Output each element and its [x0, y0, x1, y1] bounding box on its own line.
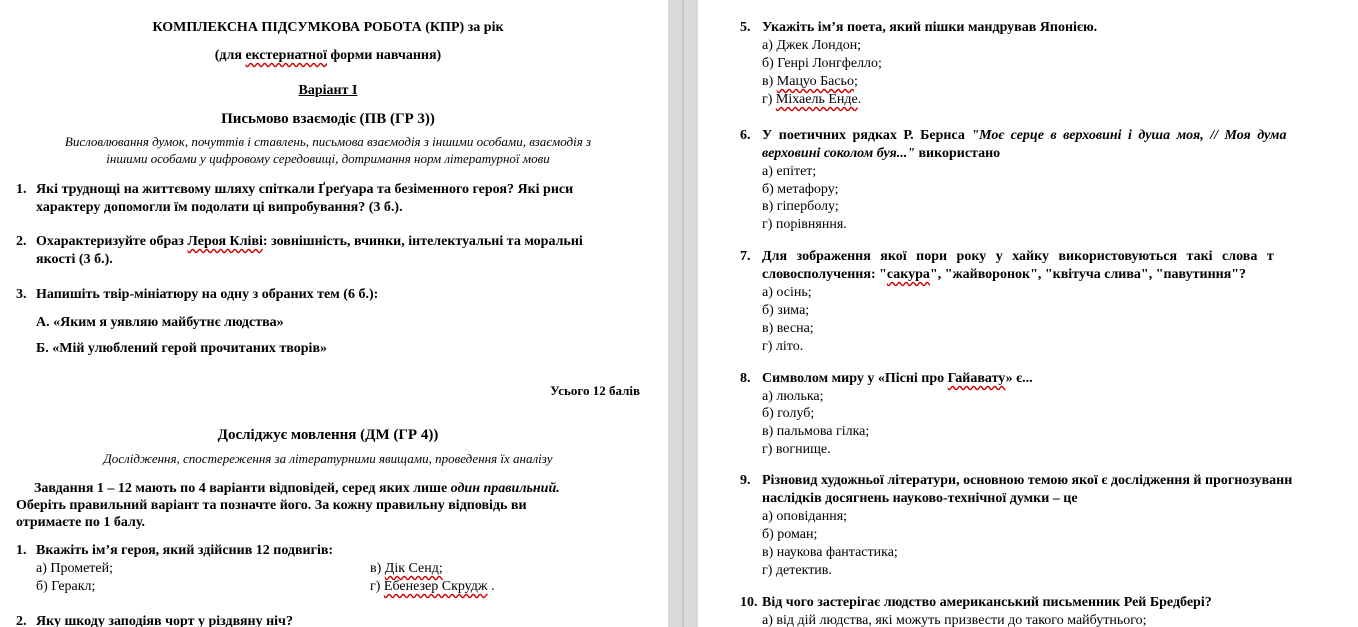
- answer-option: а) оповідання;: [762, 509, 848, 524]
- spelling-flag: сакура: [886, 267, 930, 282]
- answer-option: б) Геракл;: [36, 579, 96, 594]
- question-number: 1.: [16, 543, 27, 558]
- instructions-line3: отримаєте по 1 балу.: [16, 515, 145, 530]
- test-2-question: Яку шкоду заподіяв чорт у різдвяну ніч?: [36, 614, 293, 627]
- question-number: 10.: [740, 595, 758, 610]
- answer-option: б) метафору;: [762, 182, 839, 197]
- question-1-line2: характеру допомогли їм подолати ці випробування? (3 б.).: [36, 200, 403, 215]
- answer-option: г) детектив.: [762, 563, 832, 578]
- test-10-question: Від чого застерігає людство американський письменник Рей Бредбері?: [762, 595, 1212, 610]
- question-number: 1.: [16, 182, 27, 197]
- question-number: 7.: [740, 249, 751, 264]
- section-description-dm: Дослідження, спостереження за літературними явищами, проведення їх аналізу: [103, 451, 553, 466]
- answer-option: б) роман;: [762, 527, 818, 542]
- question-number: 3.: [16, 287, 27, 302]
- essay-topic-b: Б. «Мій улюблений герой прочитаних творів»: [36, 341, 327, 356]
- question-3-text: Напишіть твір-мініатюру на одну з обраних тем (6 б.):: [36, 287, 379, 302]
- answer-option: в) наукова фантастика;: [762, 545, 898, 560]
- answer-option: а) люлька;: [762, 389, 824, 404]
- spelling-flag: екстернатної: [245, 48, 327, 63]
- answer-option: г) вогнище.: [762, 442, 831, 457]
- answer-option: в) Дік Сенд;: [370, 561, 443, 576]
- question-number: 2.: [16, 234, 27, 249]
- spelling-flag: Дік Сенд;: [384, 561, 443, 576]
- answer-option: б) зима;: [762, 303, 810, 318]
- question-number: 5.: [740, 20, 751, 35]
- section-description-pv-line1: Висловлювання думок, почуттів і ставлень, письмова взаємодія з іншими особами, взаємодія з: [64, 134, 592, 149]
- section-description-pv-line2: іншими особами у цифровому середовищі, дотримання норм літературної мови: [106, 151, 550, 166]
- answer-option: б) Генрі Лонгфелло;: [762, 56, 882, 71]
- answer-option: а) епітет;: [762, 164, 817, 179]
- essay-topic-a: А. «Яким я уявляю майбутнє людства»: [36, 315, 284, 330]
- answer-option: в) весна;: [762, 321, 814, 336]
- answer-option: а) Джек Лондон;: [762, 38, 862, 53]
- test-9-question-line1: Різновид художньої літератури, основною темою якої є дослідження й прогнозуванн: [762, 473, 1293, 488]
- question-1-line1: Які труднощі на життєвому шляху спіткали Ґреґуара та безіменного героя? Які риси: [36, 182, 574, 197]
- test-5-question: Укажіть ім’я поета, який пішки мандрував Японією.: [762, 20, 1098, 35]
- document-page-right: [698, 0, 1358, 627]
- question-number: 8.: [740, 371, 751, 386]
- test-8-question: Символом миру у «Пісні про Гайавату» є...: [762, 371, 1033, 386]
- answer-option: г) порівняння.: [762, 217, 847, 232]
- question-2-line2: якості (3 б.).: [36, 252, 113, 267]
- section-heading-dm: Досліджує мовлення (ДМ (ГР 4)): [217, 427, 439, 443]
- instructions-line1: Завдання 1 – 12 мають по 4 варіанти відповідей, серед яких лише один правильний.: [34, 481, 560, 496]
- answer-option: а) від дій людства, які можуть призвести до такого майбутнього;: [762, 613, 1147, 627]
- answer-option: г) Міхаель Енде.: [762, 92, 862, 107]
- test-9-question-line2: наслідків досягнень науково-технічної думки – це: [762, 491, 1078, 506]
- spelling-flag: Міхаель Енде: [775, 92, 858, 107]
- answer-option: г) літо.: [762, 339, 804, 354]
- question-number: 6.: [740, 128, 751, 143]
- spelling-flag: Ебенезер Скрудж: [383, 579, 488, 594]
- document-subtitle: (для екстернатної форми навчання): [214, 48, 442, 63]
- spelling-flag: Мацуо Басьо: [776, 74, 854, 89]
- section-heading-pv: Письмово взаємодіє (ПВ (ГР 3)): [221, 111, 435, 127]
- total-points: Усього 12 балів: [550, 383, 640, 398]
- answer-option: а) Прометей;: [36, 561, 114, 576]
- test-6-question-line2: верховині соколом буя..." використано: [762, 146, 1001, 161]
- instructions-line2: Оберіть правильний варіант та позначте його. За кожну правильну відповідь ви: [16, 498, 527, 513]
- question-2-line1: Охарактеризуйте образ Лероя Кліві: зовнішність, вчинки, інтелектуальні та моральні: [36, 234, 583, 249]
- answer-option: г) Ебенезер Скрудж .: [370, 579, 495, 594]
- answer-option: б) голуб;: [762, 406, 815, 421]
- question-number: 2.: [16, 614, 27, 627]
- spelling-flag: Лероя Кліві: [187, 234, 263, 249]
- spelling-flag: Гайавату: [947, 371, 1006, 386]
- answer-option: в) гіперболу;: [762, 199, 839, 214]
- document-title: КОМПЛЕКСНА ПІДСУМКОВА РОБОТА (КПР) за рік: [152, 20, 504, 35]
- answer-option: а) осінь;: [762, 285, 812, 300]
- document-page-left: [0, 0, 668, 627]
- variant-heading: Варіант І: [298, 83, 358, 98]
- test-1-question: Вкажіть ім’я героя, який здійснив 12 подвигів:: [36, 543, 334, 558]
- answer-option: в) пальмова гілка;: [762, 424, 870, 439]
- question-number: 9.: [740, 473, 751, 488]
- test-7-question-line2: словосполучення: "сакура", "жайворонок", "квітуча слива", "павутиння"?: [762, 267, 1247, 282]
- answer-option: в) Мацуо Басьо;: [762, 74, 858, 89]
- test-7-question-line1: Для зображення якої пори року у хайку використовуються такі слова т: [762, 249, 1274, 264]
- page-separator: [668, 0, 698, 627]
- test-6-question-line1: У поетичних рядках Р. Бернса "Моє серце в верховині і душа моя, // Моя дума: [762, 128, 1287, 143]
